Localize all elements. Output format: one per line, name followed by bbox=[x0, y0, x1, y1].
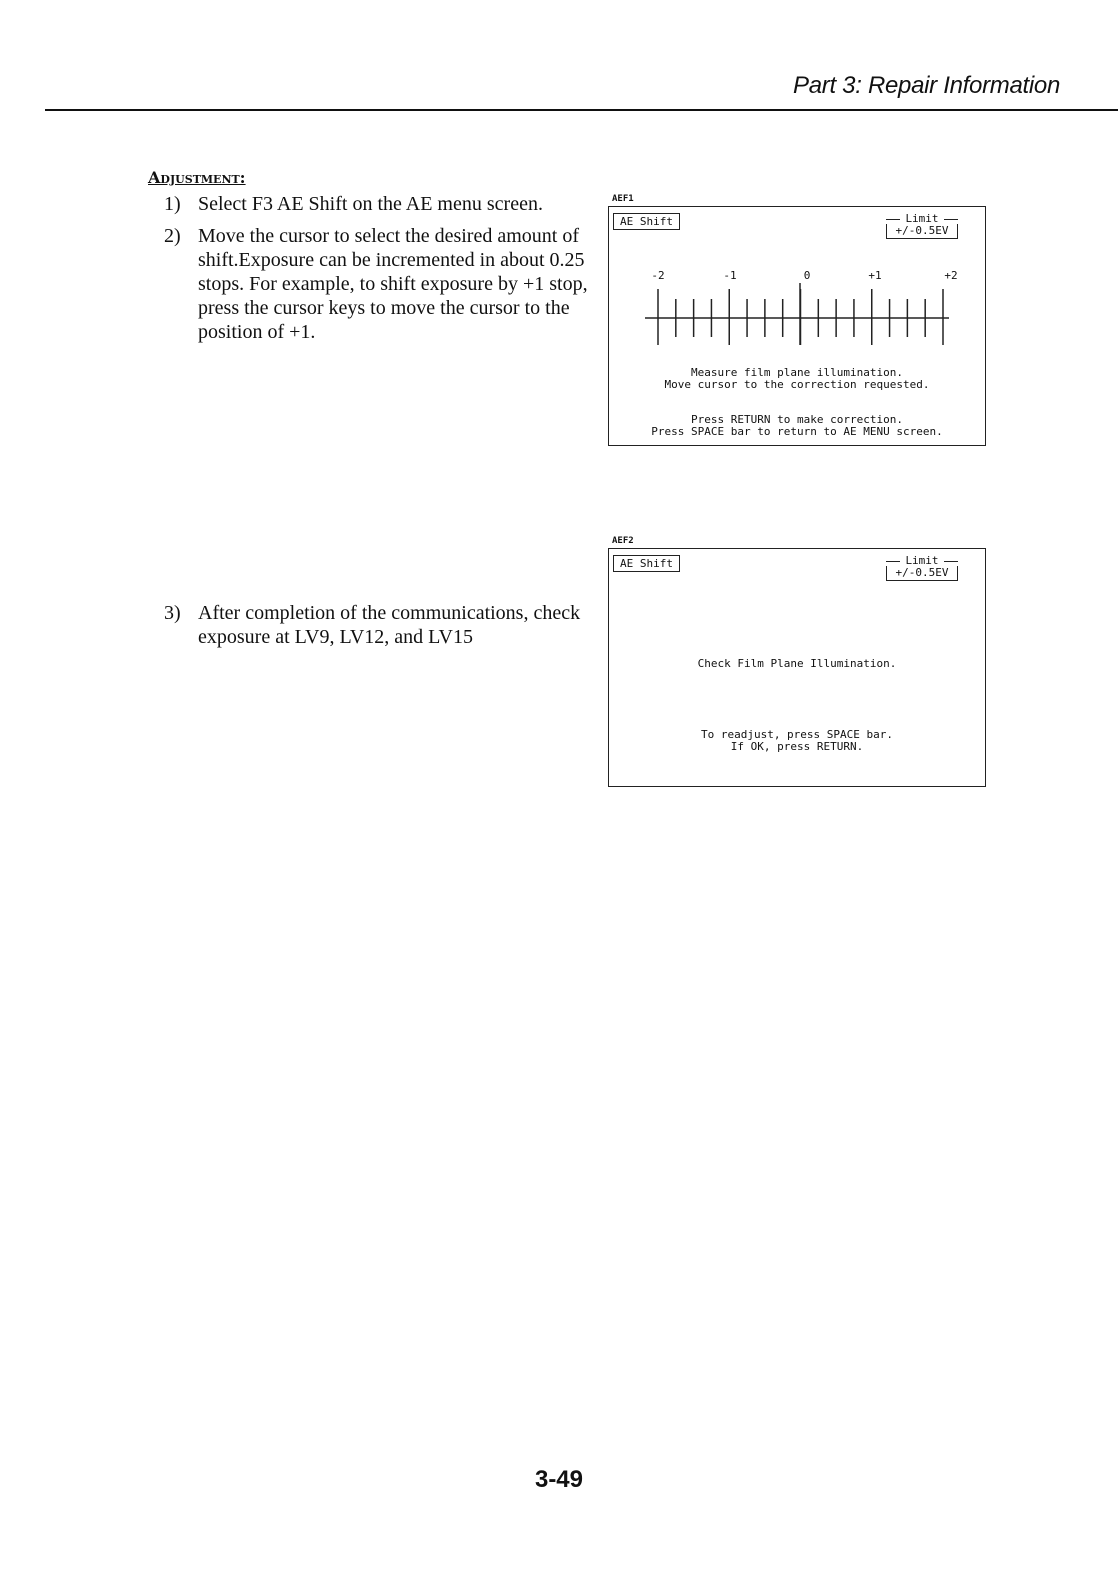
limit-title: Limit bbox=[886, 213, 958, 224]
limit-value: +/-0.5EV bbox=[886, 224, 958, 239]
step-1 bbox=[164, 192, 604, 216]
step-text: After completion of the communications, check exposure at LV9, LV12, and LV15 bbox=[198, 602, 581, 648]
header-rule bbox=[45, 109, 1118, 111]
screen2-mode-box: AE Shift bbox=[613, 555, 680, 572]
screen1-line4: Press SPACE bar to return to AE MENU screen. bbox=[651, 425, 943, 438]
screen1-line3: Press RETURN to make correction. bbox=[691, 413, 903, 426]
screen1-limit-box bbox=[886, 213, 958, 239]
step-3 bbox=[164, 601, 638, 649]
screen2-line3: If OK, press RETURN. bbox=[730, 740, 864, 753]
screen1-line2: Move cursor to the correction requested. bbox=[664, 378, 930, 391]
screen1-label: AEF1 bbox=[612, 194, 634, 204]
step-text: Select F3 AE Shift on the AE menu screen. bbox=[198, 193, 543, 215]
screen1-line1: Measure film plane illumination. bbox=[691, 366, 903, 379]
step-2 bbox=[164, 224, 604, 344]
limit-value: +/-0.5EV bbox=[886, 566, 958, 581]
scale-label-plus1: +1 bbox=[868, 269, 882, 282]
screen1-panel bbox=[608, 206, 986, 446]
steps-list bbox=[164, 192, 604, 352]
limit-title: Limit bbox=[886, 555, 958, 566]
step-number: 2) bbox=[164, 225, 181, 247]
exposure-scale bbox=[609, 281, 985, 351]
page-number: 3-49 bbox=[534, 1466, 584, 1493]
screen2-label: AEF2 bbox=[612, 536, 634, 546]
screen1-mode-box: AE Shift bbox=[613, 213, 680, 230]
screen2-panel bbox=[608, 548, 986, 787]
step-text: Move the cursor to select the desired amount of shift.Exposure can be incremented in about 0.25 stops. For example, to shift exposure by +1 stop, press the cursor keys to move the cursor to the position of +1. bbox=[198, 225, 588, 343]
running-header: Part 3: Repair Information bbox=[793, 72, 1060, 99]
screen2-limit-box bbox=[886, 555, 958, 581]
scale-label-minus2: -2 bbox=[651, 269, 665, 282]
section-title: Adjustment: bbox=[148, 168, 246, 187]
scale-label-zero: 0 bbox=[803, 269, 811, 282]
screen2-line1: Check Film Plane Illumination. bbox=[697, 657, 897, 670]
screen2-line2: To readjust, press SPACE bar. bbox=[700, 728, 894, 741]
step-number: 1) bbox=[164, 193, 181, 215]
step-number: 3) bbox=[164, 602, 181, 624]
scale-label-plus2: +2 bbox=[944, 269, 958, 282]
scale-label-minus1: -1 bbox=[723, 269, 737, 282]
